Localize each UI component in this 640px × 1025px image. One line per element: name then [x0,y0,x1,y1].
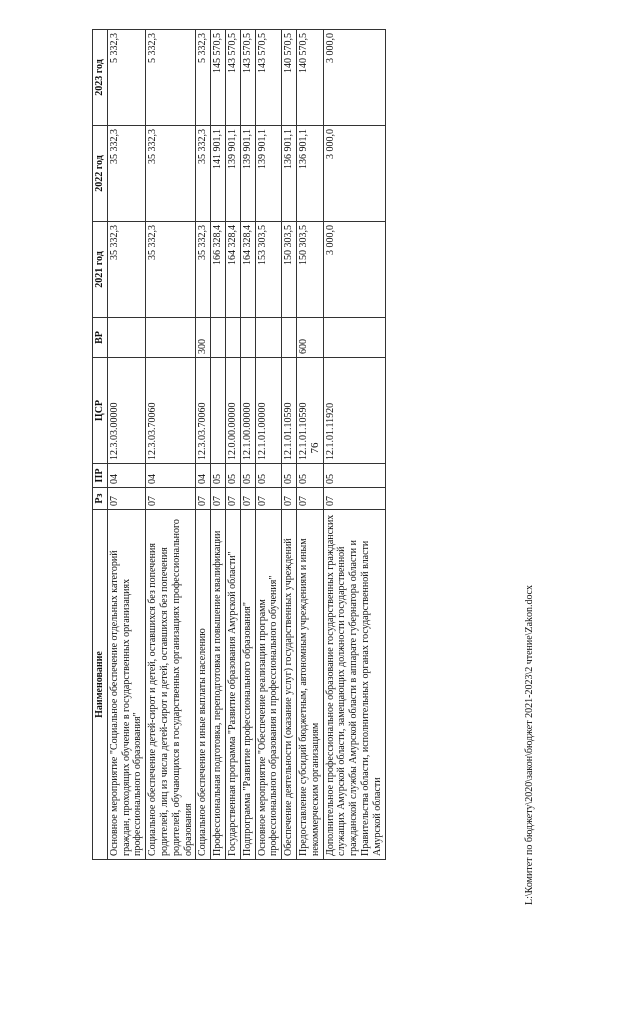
cell-2022: 136 901,1 [282,126,297,222]
cell-2022: 35 332,3 [146,126,196,222]
header-vr: ВР [93,318,108,358]
cell-2021: 35 332,3 [107,222,145,318]
table-row [211,30,226,860]
cell-csr: 12.1.01.10590 [282,358,297,464]
cell-vr [323,318,385,358]
cell-2023: 143 570,5 [255,30,282,126]
table-row [225,30,240,860]
cell-vr [240,318,255,358]
cell-rz: 07 [240,488,255,510]
table-row [196,30,211,860]
table-row [107,30,145,860]
cell-pr: 05 [225,464,240,488]
cell-pr: 04 [196,464,211,488]
cell-name: Обеспечение деятельности (оказание услуг) государственных учреждений [282,510,297,860]
table-row [282,30,297,860]
cell-csr: 12.1.00.00000 [240,358,255,464]
cell-2021: 164 328,4 [240,222,255,318]
cell-2021: 150 303,5 [296,222,323,318]
cell-vr: 300 [196,318,211,358]
budget-table-container [92,30,532,860]
cell-pr: 05 [282,464,297,488]
cell-2023: 145 570,5 [211,30,226,126]
cell-2021: 35 332,3 [196,222,211,318]
cell-name: Социальное обеспечение детей-сирот и детей, оставшихся без попечения родителей, лиц из числа детей-сирот и детей, оставшихся без попечения родителей, обучающихся в государственных организациях профессионального образования [146,510,196,860]
cell-2023: 140 570,5 [296,30,323,126]
cell-name: Предоставление субсидий бюджетным, автономным учреждениям и иным некоммерческим организациям [296,510,323,860]
cell-2022: 139 901,1 [225,126,240,222]
cell-csr: 12.3.03.70060 [146,358,196,464]
header-pr: ПР [93,464,108,488]
cell-pr: 05 [211,464,226,488]
table-row [146,30,196,860]
cell-2023: 3 000,0 [323,30,385,126]
table-row [323,30,385,860]
cell-csr: 12.1.01.11920 [323,358,385,464]
cell-vr [282,318,297,358]
cell-pr: 05 [296,464,323,488]
table-header-row [93,30,108,860]
cell-2023: 5 332,3 [107,30,145,126]
table-row [255,30,282,860]
cell-pr: 05 [240,464,255,488]
cell-name: Социальное обеспечение и иные выплаты населению [196,510,211,860]
cell-name: Подпрограмма "Развитие профессионального образования" [240,510,255,860]
cell-rz: 07 [196,488,211,510]
cell-vr [211,318,226,358]
header-2023: 2023 год [93,30,108,126]
budget-table [92,29,386,860]
cell-csr: 12.1.01.10590 [296,358,323,464]
table-row [240,30,255,860]
cell-vr [225,318,240,358]
cell-2022: 35 332,3 [196,126,211,222]
cell-vr: 600 [296,318,323,358]
cell-2022: 3 000,0 [323,126,385,222]
header-rz: Рз [93,488,108,510]
footer-file-path: L:\Комитет по бюджету\2020\закон\бюджет 2021-2023\2 чтение\Zakon.docx [524,585,535,905]
cell-csr: 12.3.03.00000 [107,358,145,464]
cell-name: Профессиональная подготовка, переподготовка и повышение квалификации [211,510,226,860]
cell-2022: 35 332,3 [107,126,145,222]
cell-rz: 07 [323,488,385,510]
cell-rz: 07 [107,488,145,510]
cell-2023: 5 332,3 [146,30,196,126]
table-row [296,30,323,860]
cell-2023: 5 332,3 [196,30,211,126]
cell-pr: 05 [323,464,385,488]
cell-vr [146,318,196,358]
header-2021: 2021 год [93,222,108,318]
cell-rz: 07 [255,488,282,510]
cell-2021: 3 000,0 [323,222,385,318]
cell-rz: 07 [146,488,196,510]
cell-pr: 04 [107,464,145,488]
cell-2023: 143 570,5 [240,30,255,126]
cell-2022: 136 901,1 [296,126,323,222]
cell-vr [255,318,282,358]
cell-2022: 139 901,1 [240,126,255,222]
cell-pr: 05 [255,464,282,488]
cell-2021: 166 328,4 [211,222,226,318]
cell-2021: 153 303,5 [255,222,282,318]
header-csr: ЦСР [93,358,108,464]
cell-name: Дополнительное профессиональное образование государственных гражданских служащих Амурской области, замещающих должности государственной гражданской службы Амурской области в аппарате губернатора области и Правительства области, исполнительных органах государственной власти Амурской области [323,510,385,860]
cell-csr: 12.1.01.00000 [255,358,282,464]
cell-2022: 141 901,1 [211,126,226,222]
cell-2021: 150 303,5 [282,222,297,318]
cell-vr [107,318,145,358]
cell-name: Государственная программа "Развитие образования Амурской области" [225,510,240,860]
cell-rz: 07 [211,488,226,510]
header-2022: 2022 год [93,126,108,222]
header-name: Наименование [93,510,108,860]
page-number: 76 [309,442,321,454]
cell-csr: 12.0.00.00000 [225,358,240,464]
cell-rz: 07 [225,488,240,510]
cell-rz: 07 [296,488,323,510]
cell-2023: 143 570,5 [225,30,240,126]
cell-name: Основное мероприятие "Обеспечение реализации программ профессионального образования и профессионального обучения" [255,510,282,860]
cell-2021: 35 332,3 [146,222,196,318]
cell-pr: 04 [146,464,196,488]
cell-rz: 07 [282,488,297,510]
cell-name: Основное мероприятие "Социальное обеспечение отдельных категорий граждан, проходящих обучение в государственных организациях профессионального образования" [107,510,145,860]
cell-csr [211,358,226,464]
cell-csr: 12.3.03.70060 [196,358,211,464]
cell-2022: 139 901,1 [255,126,282,222]
cell-2021: 164 328,4 [225,222,240,318]
cell-2023: 140 570,5 [282,30,297,126]
